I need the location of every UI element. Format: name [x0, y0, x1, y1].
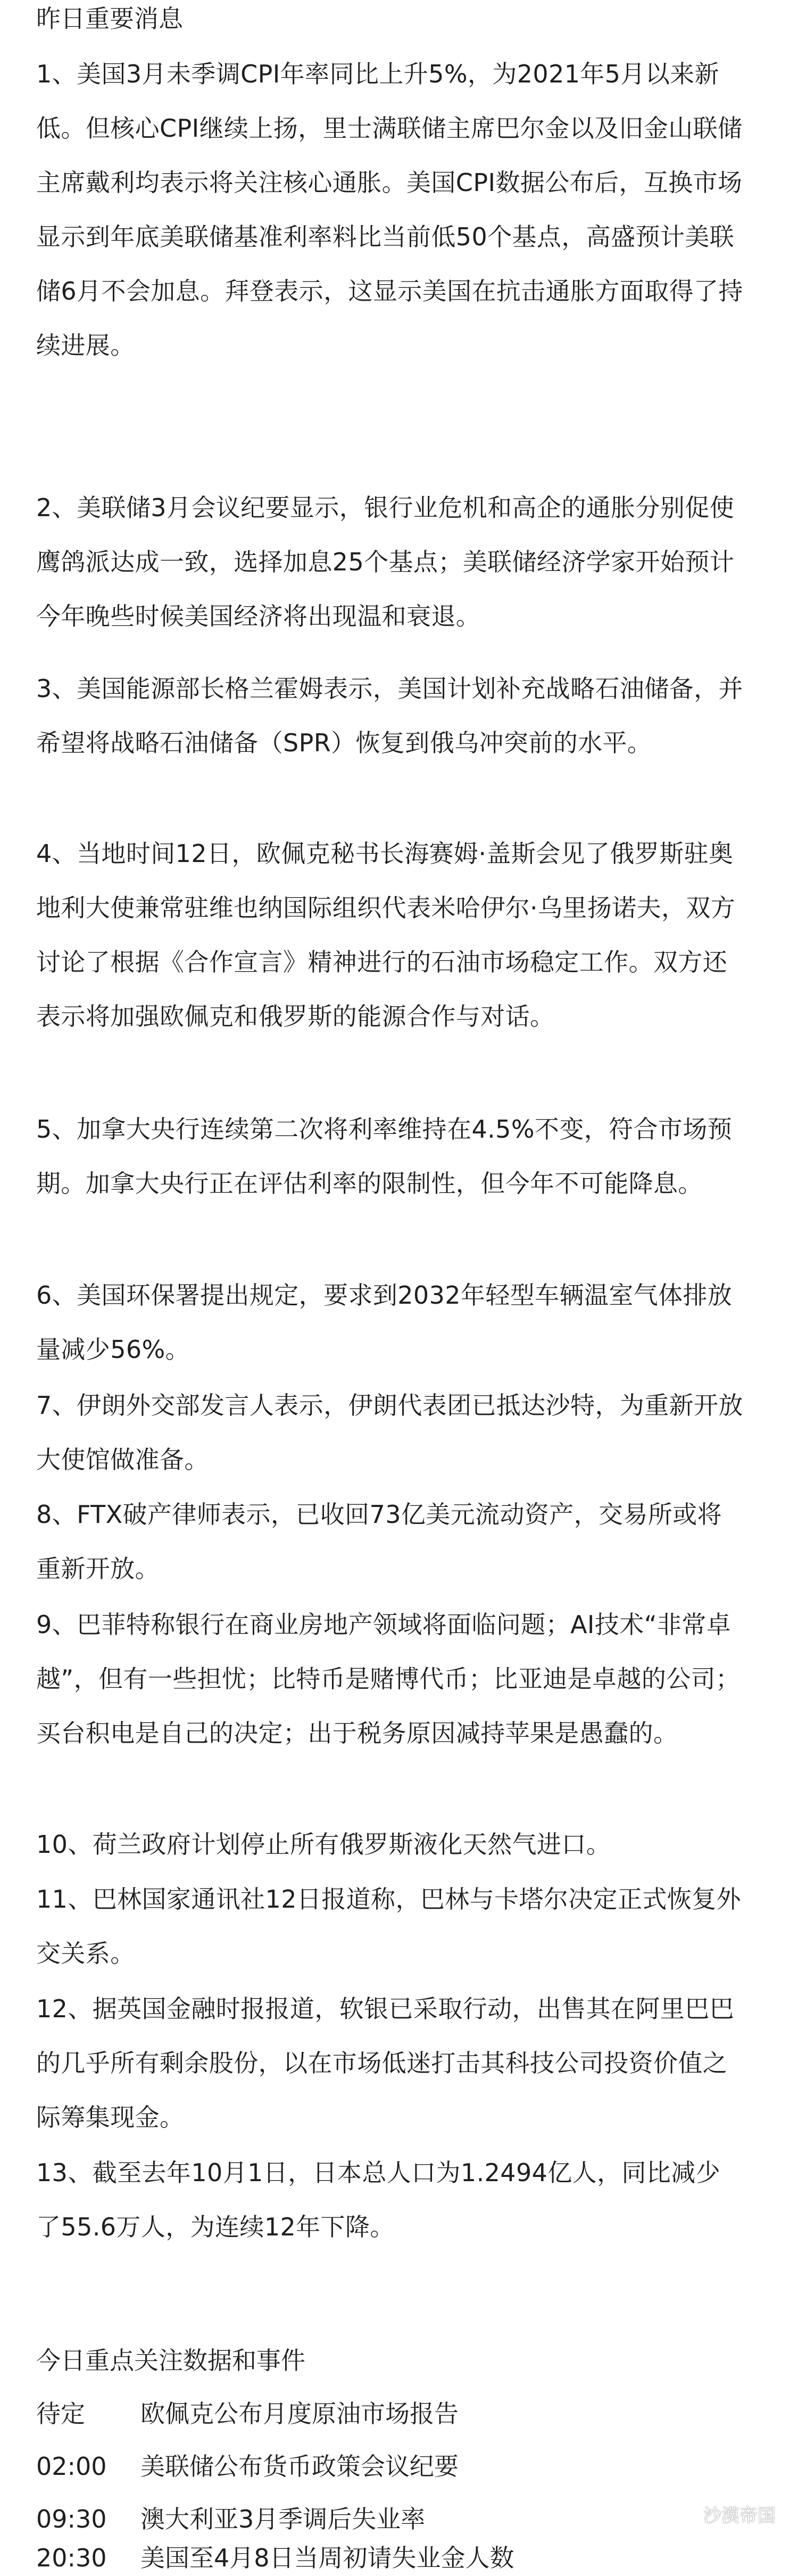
watermark-text: 沙漠帝国 [703, 2505, 776, 2527]
event-row [36, 2397, 754, 2430]
news-item-7: 7、伊朗外交部发言人表示，伊朗代表团已抵达沙特，为重新开放大使馆做准备。 [36, 1391, 743, 1474]
event-row [36, 2450, 754, 2483]
event-row [36, 2503, 754, 2536]
event-time: 待定 [36, 2399, 85, 2428]
news-item-8: 8、FTX破产律师表示，已收回73亿美元流动资产，交易所或将重新开放。 [36, 1500, 722, 1583]
event-description: 美国至4月8日当周初请失业金人数 [140, 2544, 514, 2572]
zhihu-platform-icon [677, 2507, 700, 2527]
yesterday-news-heading: 昨日重要消息 [36, 4, 183, 33]
news-item-4: 4、当地时间12日，欧佩克秘书长海赛姆·盖斯会见了俄罗斯驻奥地利大使兼常驻维也纳国际组织代表米哈伊尔·乌里扬诺夫，双方讨论了根据《合作宣言》精神进行的石油市场稳定工作。双方还表示将加强欧佩克和俄罗斯的能源合作与对话。 [36, 839, 736, 1031]
event-description: 欧佩克公布月度原油市场报告 [140, 2399, 459, 2428]
news-item-9: 9、巴菲特称银行在商业房地产领域将面临问题；AI技术“非常卓越”，但有一些担忧；比特币是赌博代币；比亚迪是卓越的公司；买台积电是自己的决定；出于税务原因减持苹果是愚蠢的。 [36, 1610, 741, 1747]
event-description: 美联储公布货币政策会议纪要 [140, 2452, 459, 2481]
event-description: 澳大利亚3月季调后失业率 [140, 2505, 426, 2533]
news-item-12: 12、据英国金融时报报道，软银已采取行动，出售其在阿里巴巴的几乎所有剩余股份，以在市场低迷打击其科技公司投资价值之际筹集现金。 [36, 1994, 735, 2132]
today-focus-heading: 今日重点关注数据和事件 [36, 2346, 305, 2375]
event-time: 09:30 [36, 2505, 107, 2533]
news-item-10: 10、荷兰政府计划停止所有俄罗斯液化天然气进口。 [36, 1830, 611, 1859]
news-item-5: 5、加拿大央行连续第二次将利率维持在4.5%不变，符合市场预期。加拿大央行正在评估利率的限制性，但今年不可能降息。 [36, 1115, 733, 1198]
news-item-1: 1、美国3月未季调CPI年率同比上升5%，为2021年5月以来新低。但核心CPI继续上扬，里士满联储主席巴尔金以及旧金山联储主席戴利均表示将关注核心通胀。美国CPI数据公布后，互换市场显示到年底美联储基准利率料比当前低50个基点，高盛预计美联储6月不会加息。拜登表示，这显示美国在抗击通胀方面取得了持续进展。 [36, 60, 743, 360]
news-item-3: 3、美国能源部长格兰霍姆表示，美国计划补充战略石油储备，并希望将战略石油储备（SPR）恢复到俄乌冲突前的水平。 [36, 674, 743, 757]
news-item-2: 2、美联储3月会议纪要显示，银行业危机和高企的通胀分别促使鹰鸽派达成一致，选择加息25个基点；美联储经济学家开始预计今年晚些时候美国经济将出现温和衰退。 [36, 493, 735, 631]
event-time: 02:00 [36, 2452, 107, 2481]
event-time: 20:30 [36, 2544, 107, 2572]
event-row [36, 2541, 754, 2574]
news-item-11: 11、巴林国家通讯社12日报道称，巴林与卡塔尔决定正式恢复外交关系。 [36, 1885, 742, 1968]
news-item-13: 13、截至去年10月1日，日本总人口为1.2494亿人，同比减少了55.6万人，为连续12年下降。 [36, 2158, 721, 2241]
news-item-6: 6、美国环保署提出规定，要求到2032年轻型车辆温室气体排放量减少56%。 [36, 1281, 733, 1364]
watermark [677, 2501, 776, 2527]
